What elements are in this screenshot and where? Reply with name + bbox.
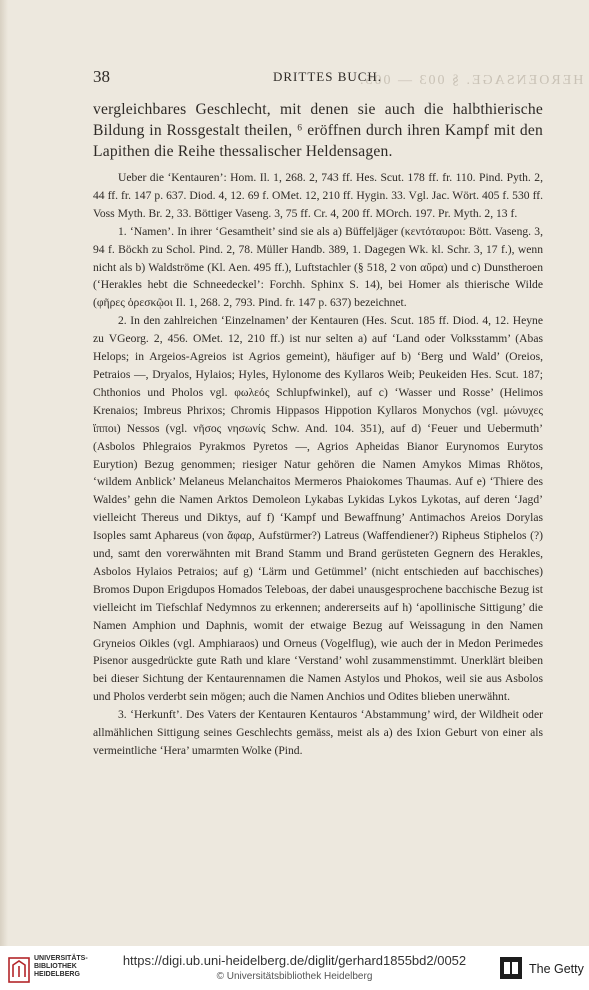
bleed-through-line: HEROENSAGE. § 003 — 005. (357, 73, 583, 88)
copyright-notice: © Universitätsbibliothek Heidelberg (216, 971, 373, 982)
getty-logo-icon (500, 957, 522, 979)
getty-partner-label: The Getty (529, 962, 584, 976)
page-number: 38 (93, 67, 110, 86)
notes-block (93, 169, 543, 760)
note-2-individual-names: 2. In den zahlreichen ‘Einzelnamen’ der Kentauren (Hes. Scut. 185 ff. Diod. 4, 12. Heyne zu VGeorg. 2, 456. OMet. 12, 210 ff.) ist nur selten a) auf ‘Land oder Volksstamm’ (Abas Helops; in Argeios-Agreios ist Agrios gemeint), häufiger auf b) ‘Berg und Wald’ (Oreios, Petraios —, Dryalos, Hylaios; Hyles, Hylonome des Kyllaros Weib; Peukeiden Hes. Scut. 187; Chthonios und Pholos vgl. φωλεός Schlupfwinkel), auf c) ‘Wasser und Rosse’ (Helimos Krenaios; Imbreus Phrixos; Chromis Hippasos Hippotion Kyllaros Monychos (vgl. μώνυχες ἵπποι) Nessos (vgl. νῆσος νησωνίς Schw. And. 104. 351), auf d) ‘Feuer und Uebermuth’ (Asbolos Phlegraios Pyrakmos Pyretos —, Agrios Apheidas Bianor Eurynomos Eurytos Eurytion) Bezug genommen; riesiger Natur gehören die Namen Amykos Mimas Rhötos, ‘wildem Anblick’ Melaneus Melanchaitos Mermeros Phaiokomes Thaumas. Auf e) ‘Thiere des Waldes’ gehn die Namen Arktos Demoleon Lykabas Lykidas Lykos Lykotas, auf deren ‘Jagd’ vielleicht Thereus und Diktys, auf f) ‘Kampf und Bewaffnung’ Antimachos Areios Dorylas Isoples samt Aphareus (von ἄφαρ, Aufstürmer?) Latreus (Waffendiener?) Ripheus Stiphelos (?) und, samt den vorerwähnten mit Brand Stamm und Brand gerüsteten Gegnern des Herakles, Asbolos Hylaios Petraios; auf g) ‘Lärm und Getümmel’ (nicht entschieden auf bacchisches) Bromos Dupon Erigdupos Homados Teleboas, der dabei unausgesprochene bacchische Bezug ist vielleicht im Tiefschlaf Nedymnos zu erkennen; andererseits auf h) ‘apollinische Sittigung’ die Namen Amphion und Daphnis, womit der etwaige Bezug auf Weissagung in den Namen Gryneios Oikles (vgl. Amphiaraos) und Orneus (Vogelflug), wie auch der in Medon Perimedes Pisenor ausgedrückte gute Rath und klare ‘Verstand’ wohl zusammenstimmt. Unerklärt bleiben bei dieser Sichtung der Kentaurennamen die Namen Astylos und Phokos, weil sie aus Asbolos und Pholos verderbt sein mögen; auch die Namen Anchios und Odites blieben unerwähnt. (93, 314, 543, 704)
note-intro: Ueber die ‘Kentauren’: Hom. Il. 1, 268. 2, 743 ff. Hes. Scut. 178 ff. fr. 110. Pind. Pyth. 2, 44 ff. fr. 147 p. 637. Diod. 4, 12. 69 f. OMet. 12, 210 ff. Hygin. 33. Vgl. Jac. Wört. 405 f. 530 ff. Voss Myth. Br. 2, 33. Böttiger Vaseng. 3, 75 ff. Cr. 4, 200 ff. MOrch. 197. Pr. Myth. 2, 13 f. (93, 171, 543, 220)
note-1-names: 1. ‘Namen’. In ihrer ‘Gesamtheit’ sind sie als a) Büffeljäger (κεντόταυροι: Bött. Vaseng. 3, 94 f. Böckh zu Schol. Pind. 2, 78. Müller Handb. 389, 1. Dagegen Wk. kl. Schr. 3, 17 f.), wenn nicht als b) Waldströme (Kl. Aen. 495 ff.), Luftstachler (§ 518, 2 von αὔρα) und c) Dunstheroen (‘Herakles hebt die Schneedeckel’: Forchh. Sphinx S. 14), bei Homer als thierische Wilde (φῆρες ὀρεσκῷοι Il. 1, 268. 2, 793. Pind. fr. 147 p. 637) bezeichnet. (93, 224, 543, 310)
page-header (93, 67, 543, 87)
running-head: DRITTES BUCH. (273, 69, 383, 84)
page-gutter (0, 0, 8, 946)
main-text-block (93, 99, 543, 162)
note-3-origin: 3. ‘Herkunft’. Des Vaters der Kentauren Kentauros ‘Abstammung’ wird, der Wildheit oder allmählichen Sittigung seines Geschlechts gemäss, meist als a) des Ixion Geburt von einer als vermeintliche ‘Hera’ umarmten Wolke (Pind. (93, 708, 543, 757)
permalink-link[interactable]: https://digi.ub.uni-heidelberg.de/diglit/gerhard1855bd2/0052 (122, 953, 467, 968)
library-name-text: UNIVERSITÄTS- BIBLIOTHEK HEIDELBERG (34, 955, 88, 978)
main-paragraph: vergleichbares Geschlecht, mit denen sie auch die halbthierische Bildung in Rossgestalt theilen, ⁶ eröffnen durch ihren Kampf mit den Lapithen die Reihe thessalischer Heldensagen. (93, 101, 543, 160)
